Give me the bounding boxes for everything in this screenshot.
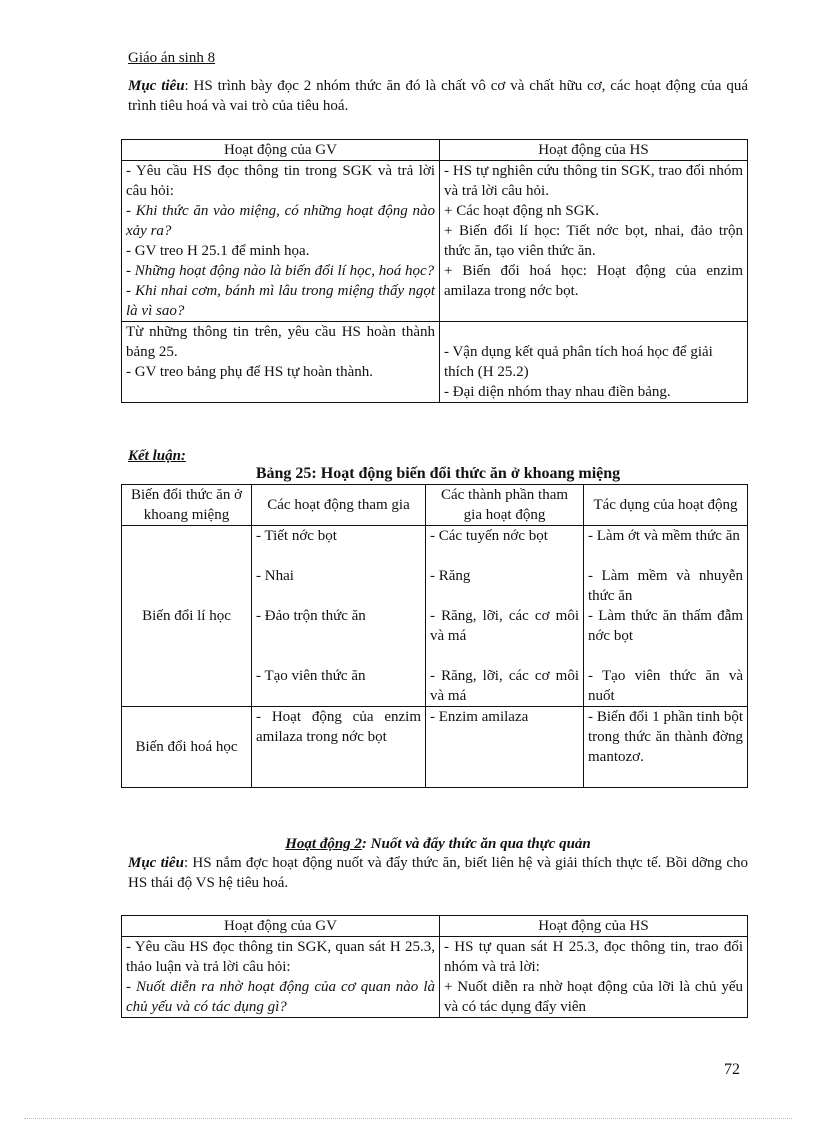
objective-text: : HS nắm đợc hoạt động nuốt và đẩy thức ăn, biết liên hệ và giải thích thực tế. Bồi dỡng cho HS thái độ VS hệ tiêu hoá.: [128, 855, 748, 891]
objective-2: [128, 853, 748, 893]
chemical-activity: - Hoạt động của enzim amilaza trong nớc bọt: [252, 707, 426, 788]
effect-item: - Làm ớt và mềm thức ăn: [588, 528, 740, 544]
page-number: 72: [724, 1061, 740, 1078]
header-activities: Các hoạt động tham gia: [252, 485, 426, 526]
chemical-effect: - Biến đổi 1 phần tinh bột trong thức ăn thành đờng mantozơ.: [584, 707, 748, 788]
activity-table-2: [121, 915, 747, 1018]
chemical-component: - Enzim amilaza: [426, 707, 584, 788]
page-bottom-rule: [24, 1118, 792, 1119]
conclusion-heading: Kết luận:: [128, 448, 186, 464]
gv-cell: [122, 161, 440, 322]
col-header-hs: Hoạt động của HS: [440, 140, 748, 161]
objective-text: : HS trình bày đọc 2 nhóm thức ăn đó là chất vô cơ và chất hữu cơ, các hoạt động của quá trình tiêu hoá và vai trò của tiêu hoá.: [128, 78, 748, 114]
component-item: - Răng, lỡi, các cơ môi và má: [430, 608, 579, 644]
component-item: - Răng, lỡi, các cơ môi và má: [430, 668, 579, 704]
objective-label: Mục tiêu: [128, 78, 185, 94]
effect-item: - Làm thức ăn thấm đẫm nớc bọt: [588, 608, 743, 644]
component-item: - Răng: [430, 568, 471, 584]
header-effects: Tác dụng của hoạt động: [584, 485, 748, 526]
col-header-gv: Hoạt động của GV: [122, 916, 440, 937]
activity-item: - Tiết nớc bọt: [256, 528, 337, 544]
hs-line: + Biến đổi hoá học: Hoạt động của enzim amilaza trong nớc bọt.: [444, 263, 743, 299]
hs-cell: [440, 161, 748, 322]
gv-line: - GV treo bảng phụ để HS tự hoàn thành.: [126, 364, 373, 380]
physical-label: Biến đổi lí học: [122, 526, 252, 707]
gv-line: Từ những thông tin trên, yêu cầu HS hoàn thành bảng 25.: [126, 324, 435, 360]
gv-line: - Yêu cầu HS đọc thông tin SGK, quan sát H 25.3, thảo luận và trả lời câu hỏi:: [126, 939, 435, 975]
physical-components: [426, 526, 584, 707]
hs-line: - Đại diện nhóm thay nhau điền bảng.: [444, 384, 671, 400]
gv-cell: [122, 937, 440, 1018]
objective-label: Mục tiêu: [128, 855, 184, 871]
effect-item: - Làm mềm và nhuyễn thức ăn: [588, 568, 743, 604]
activity-2-label: Hoạt động 2: [285, 836, 362, 852]
activity-item: - Tạo viên thức ăn: [256, 668, 366, 684]
hs-line: + Biến đổi lí học: Tiết nớc bọt, nhai, đảo trộn thức ăn, tạo viên thức ăn.: [444, 223, 743, 259]
activity-table-1: [121, 139, 747, 403]
activity-item: - Nhai: [256, 568, 294, 584]
col-header-gv: Hoạt động của GV: [122, 140, 440, 161]
physical-activities: [252, 526, 426, 707]
hs-line: + Nuốt diễn ra nhờ hoạt động của lỡi là chủ yếu và có tác dụng đẩy viên: [444, 979, 743, 1015]
activity-item: - Đảo trộn thức ăn: [256, 608, 366, 624]
objective-1: [128, 76, 748, 116]
header-transform: Biến đổi thức ăn ở khoang miệng: [122, 485, 252, 526]
gv-question: - Những hoạt động nào là biến đổi lí học, hoá học?: [126, 263, 435, 279]
gv-question: - Nuốt diễn ra nhờ hoạt động của cơ quan nào là chủ yếu và có tác dụng gì?: [126, 979, 435, 1015]
page-header: Giáo án sinh 8: [128, 50, 216, 66]
gv-question: - Khi nhai cơm, bánh mì lâu trong miệng thấy ngọt là vì sao?: [126, 283, 435, 319]
physical-effects: [584, 526, 748, 707]
hs-line: - HS tự quan sát H 25.3, đọc thông tin, trao đổi nhóm và trả lời:: [444, 939, 743, 975]
gv-question: - Khi thức ăn vào miệng, có những hoạt động nào xảy ra?: [126, 203, 435, 239]
table-caption: Bảng 25: Hoạt động biến đổi thức ăn ở khoang miệng: [255, 465, 621, 482]
gv-line: - Yêu cầu HS đọc thông tin trong SGK và trả lời câu hỏi:: [126, 163, 435, 199]
hs-line: - Vận dụng kết quả phân tích hoá học để giải thích (H 25.2): [444, 344, 713, 380]
transform-table: [121, 484, 747, 788]
activity-2-heading: [128, 834, 748, 854]
hs-cell: [440, 937, 748, 1018]
activity-2-title: : Nuốt và đẩy thức ăn qua thực quản: [361, 836, 591, 852]
hs-line: + Các hoạt động nh SGK.: [444, 203, 600, 219]
chemical-label: Biến đổi hoá học: [122, 707, 252, 788]
col-header-hs: Hoạt động của HS: [440, 916, 748, 937]
effect-item: - Tạo viên thức ăn và nuốt: [588, 668, 743, 704]
hs-cell: [440, 322, 748, 403]
gv-cell: [122, 322, 440, 403]
hs-line: - HS tự nghiên cứu thông tin SGK, trao đổi nhóm và trả lời câu hỏi.: [444, 163, 743, 199]
gv-line: - GV treo H 25.1 để minh họa.: [126, 243, 310, 259]
header-components: Các thành phần tham gia hoạt động: [426, 485, 584, 526]
component-item: - Các tuyến nớc bọt: [430, 528, 548, 544]
